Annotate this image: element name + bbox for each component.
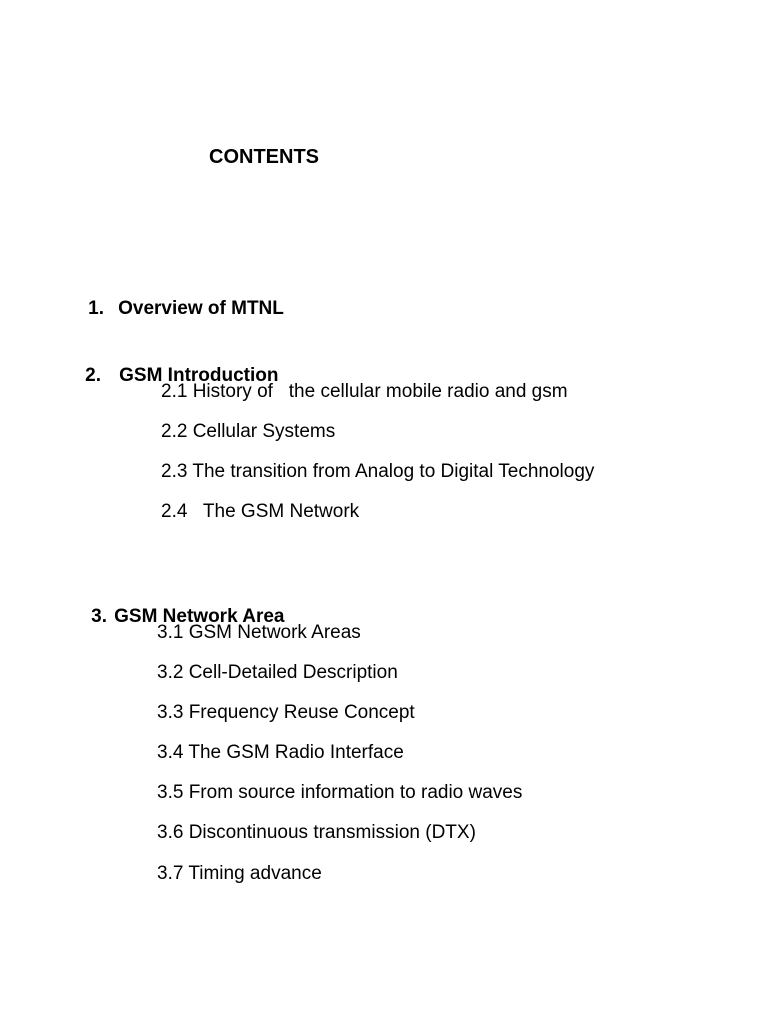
toc-item: 2.3 The transition from Analog to Digital Technology xyxy=(161,461,595,482)
toc-item: 3.7 Timing advance xyxy=(157,863,322,884)
section-title: GSM Introduction xyxy=(119,365,279,386)
section-number: 1. xyxy=(88,298,104,319)
toc-item: 3.1 GSM Network Areas xyxy=(157,622,361,643)
section-title: GSM Network Area xyxy=(114,606,285,627)
toc-item: 3.2 Cell-Detailed Description xyxy=(157,662,398,683)
toc-item: 3.4 The GSM Radio Interface xyxy=(157,742,404,763)
contents-heading: CONTENTS xyxy=(209,146,319,168)
toc-item: 2.1 History of the cellular mobile radio and gsm xyxy=(161,381,568,402)
toc-item: 3.3 Frequency Reuse Concept xyxy=(157,702,415,723)
toc-item: 2.2 Cellular Systems xyxy=(161,421,336,442)
section-number: 3. xyxy=(91,606,107,627)
section-number: 2. xyxy=(85,365,101,386)
toc-item: 3.5 From source information to radio waves xyxy=(157,782,523,803)
toc-item: 3.6 Discontinuous transmission (DTX) xyxy=(157,822,476,843)
section-title: Overview of MTNL xyxy=(118,298,284,319)
toc-item: 2.4 The GSM Network xyxy=(161,501,360,522)
section-1-heading xyxy=(67,273,284,345)
